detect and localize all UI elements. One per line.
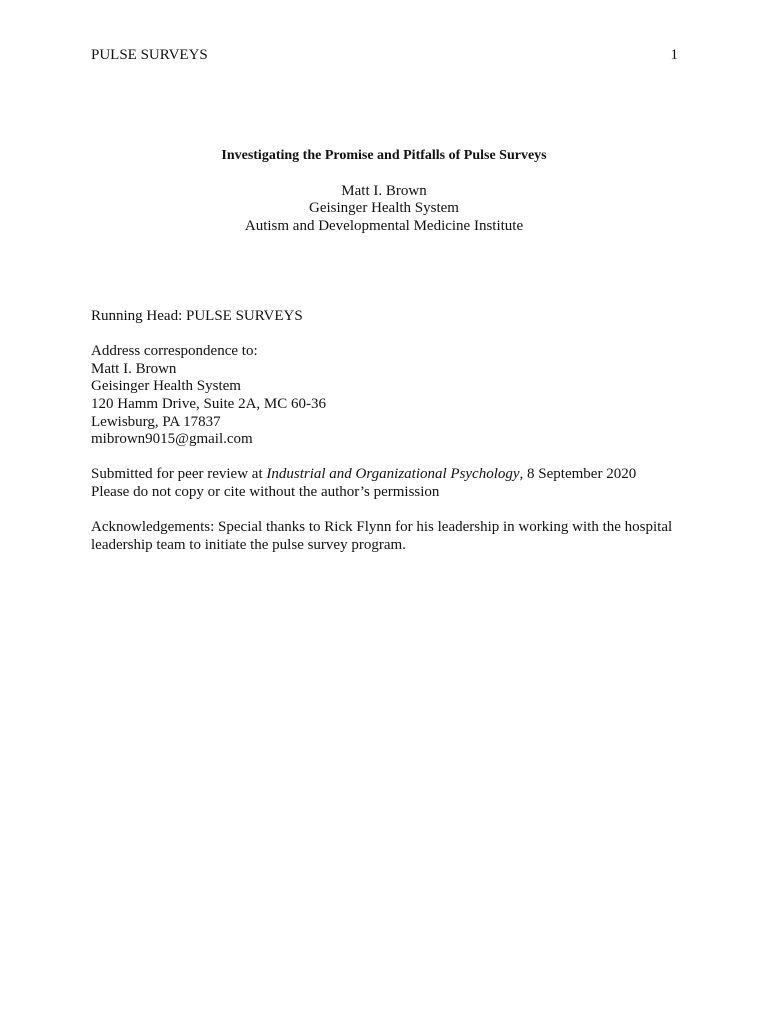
- affiliation-1: Geisinger Health System: [309, 200, 459, 217]
- acknowledgements-line-1: Acknowledgements: Special thanks to Rick Flynn for his leadership in working with the hospital: [91, 519, 673, 536]
- spacer: [91, 502, 681, 520]
- running-header: PULSE SURVEYS: [91, 47, 208, 63]
- affiliation-2: Autism and Developmental Medicine Institute: [244, 217, 524, 234]
- correspondence-city: Lewisburg, PA 17837: [91, 413, 221, 430]
- correspondence-label: Address correspondence to:: [91, 343, 258, 360]
- submission-prefix: Submitted for peer review at: [91, 466, 267, 483]
- copy-notice: Please do not copy or cite without the author’s permission: [91, 483, 440, 500]
- acknowledgements-line-2: leadership team to initiate the pulse survey program.: [91, 536, 406, 553]
- spacer: [91, 449, 681, 467]
- title-block: [0, 147, 768, 235]
- paper-title: Investigating the Promise and Pitfalls of Pulse Surveys: [221, 148, 547, 163]
- correspondence-street: 120 Hamm Drive, Suite 2A, MC 60-36: [91, 395, 326, 412]
- correspondence-email: mibrown9015@gmail.com: [91, 431, 253, 448]
- correspondence-name: Matt I. Brown: [91, 360, 177, 377]
- front-matter: [91, 308, 681, 554]
- running-head-line: Running Head: PULSE SURVEYS: [91, 308, 303, 324]
- journal-name: Industrial and Organizational Psychology: [266, 466, 520, 483]
- correspondence-organization: Geisinger Health System: [91, 378, 241, 395]
- submission-line: [91, 466, 681, 484]
- author-name: Matt I. Brown: [341, 182, 427, 199]
- submission-date: , 8 September 2020: [519, 466, 637, 483]
- page-number: 1: [670, 47, 678, 63]
- spacer: [91, 326, 681, 344]
